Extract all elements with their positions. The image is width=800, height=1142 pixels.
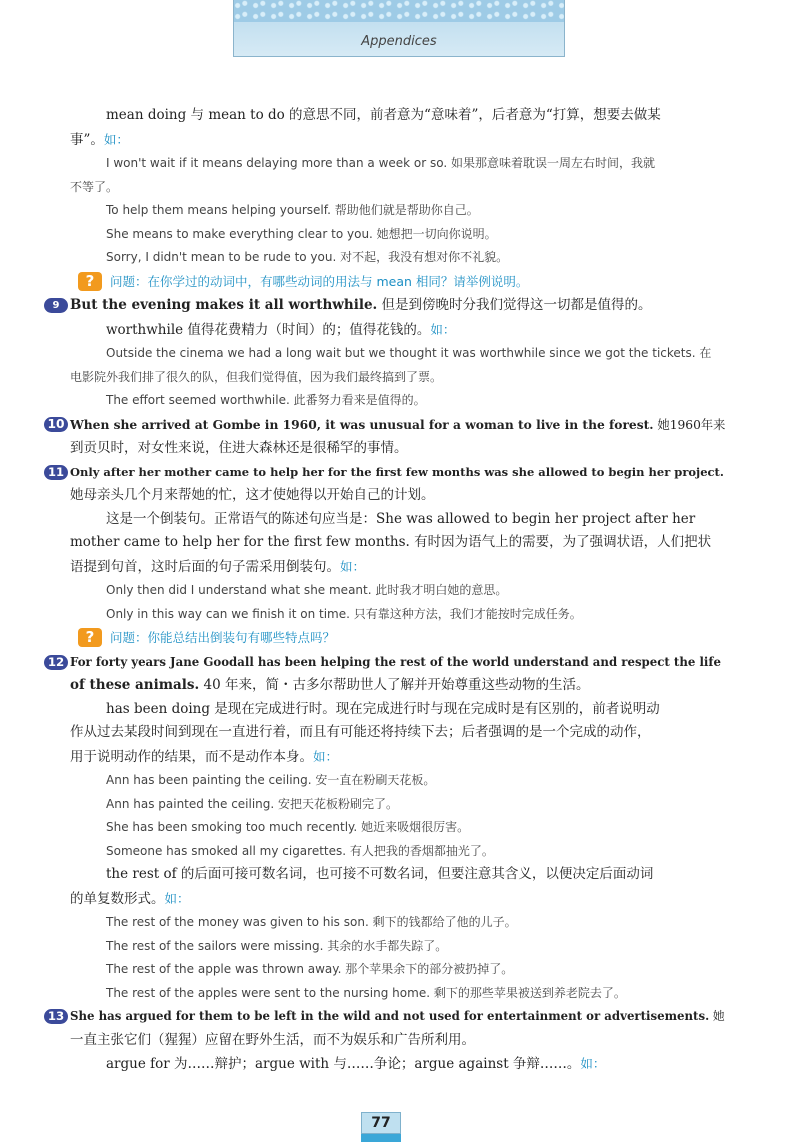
- note-13: [47, 1005, 732, 1029]
- quoted-sentence: She has argued for them to be left in the wild and not used for entertainment or advertisements.: [70, 1009, 710, 1023]
- translation: 但是到傍晚时分我们觉得这一切都是值得的。: [377, 297, 652, 313]
- question-text: 问题：在你学过的动词中，有哪些动词的用法与 mean 相同？请举例说明。: [110, 273, 529, 289]
- text: I won't wait if it means delaying more than a week or so. 如果那意味着耽误一周左右时间，我就: [106, 156, 656, 170]
- text: Ann has been painting the ceiling. 安一直在粉刷天花板。: [106, 773, 436, 787]
- text: Ann has painted the ceiling. 安把天花板粉刷完了。: [106, 796, 399, 811]
- text-line: [70, 698, 732, 722]
- text-line: [70, 318, 732, 343]
- text: Outside the cinema we had a long wait but we thought it was worthwhile since we got the tickets. 在: [106, 346, 712, 360]
- example-line: [70, 152, 732, 176]
- text: 作从过去某段时间到现在一直进行着，而且有可能还将持续下去；后者强调的是一个完成的动作，: [70, 724, 651, 740]
- text-line: [70, 555, 732, 580]
- quoted-sentence: of these animals.: [70, 677, 200, 693]
- text: She has been smoking too much recently. 她近来吸烟很厉害。: [106, 820, 470, 834]
- example-line: [70, 793, 732, 817]
- note-10: [47, 413, 732, 438]
- example-marker: 如：: [103, 131, 129, 147]
- example-line: [70, 603, 732, 627]
- text-line: [70, 887, 732, 912]
- example-marker: 如：: [164, 890, 190, 906]
- text: argue for 为……辩护；argue with 与……争论；argue against 争辩……。: [106, 1056, 581, 1072]
- text: 的单复数形式。: [70, 890, 165, 907]
- example-marker: 如：: [580, 1056, 606, 1071]
- example-marker: 如：: [313, 748, 339, 764]
- text: has been doing 是现在完成进行时。现在完成进行时与现在完成时是有区别的，前者说明动: [106, 700, 660, 717]
- example-line: [70, 389, 732, 413]
- text: 到贡贝时，对女性来说，住进大森林还是很稀罕的事情。: [70, 440, 408, 456]
- text-line: [70, 508, 732, 532]
- example-line: [70, 223, 732, 247]
- example-line: [70, 911, 732, 935]
- example-line: [70, 176, 732, 200]
- text: 一直主张它们（猩猩）应留在野外生活，而不为娱乐和广告所利用。: [70, 1031, 475, 1048]
- note-number-badge: 9: [44, 298, 68, 313]
- note-9: [52, 294, 732, 318]
- question-text: 问题：你能总结出倒装句有哪些特点吗？: [110, 630, 336, 645]
- text: 语提到句首，这时后面的句子需采用倒装句。: [70, 558, 340, 575]
- question-line: [70, 626, 732, 651]
- text-line: [70, 863, 732, 887]
- example-line: [70, 840, 732, 864]
- text: Only then did I understand what she meant. 此时我才明白她的意思。: [106, 583, 508, 597]
- text-line: [70, 674, 732, 698]
- text: To help them means helping yourself. 帮助他们就是帮助你自己。: [106, 203, 479, 217]
- text: The rest of the apples were sent to the nursing home. 剩下的那些苹果被送到养老院去了。: [106, 985, 626, 1000]
- translation: 40 年来，简・古多尔帮助世人了解并开始尊重这些动物的生活。: [199, 677, 590, 693]
- text: 事”。: [70, 131, 104, 148]
- note-12: [47, 651, 732, 675]
- translation: 她1960年来: [653, 417, 726, 432]
- page-number: 77: [361, 1112, 401, 1134]
- example-line: [70, 769, 732, 793]
- text: The rest of the apple was thrown away. 那个苹果余下的部分被扔掉了。: [106, 962, 514, 976]
- example-marker: 如：: [340, 558, 366, 574]
- text: 她母亲头几个月来帮她的忙，这才使她得以开始自己的计划。: [70, 487, 435, 503]
- note-number-badge: 10: [44, 417, 68, 432]
- translation: 她: [709, 1009, 725, 1023]
- quoted-sentence: Only after her mother came to help her for the first few months was she allowed to begin her project.: [70, 464, 724, 479]
- text: mean doing 与 mean to do 的意思不同，前者意为“意味着”，后者意为“打算，想要去做某: [106, 107, 661, 123]
- example-line: [70, 579, 732, 603]
- text-line: [70, 745, 732, 770]
- text: 电影院外我们排了很久的队，但我们觉得值，因为我们最终搞到了票。: [70, 369, 443, 384]
- note-number-badge: 13: [44, 1009, 68, 1024]
- text-line: [70, 484, 732, 508]
- text: The rest of the sailors were missing. 其余的水手都失踪了。: [106, 938, 448, 953]
- text: The effort seemed worthwhile. 此番努力看来是值得的。: [106, 393, 426, 407]
- text: The rest of the money was given to his son. 剩下的钱都给了他的儿子。: [106, 915, 517, 929]
- text-line: [70, 721, 732, 745]
- note-number-badge: 12: [44, 655, 68, 670]
- header-decoration: [234, 0, 564, 22]
- example-line: [70, 958, 732, 982]
- text: Someone has smoked all my cigarettes. 有人把我的香烟都抽光了。: [106, 843, 494, 858]
- text: 不等了。: [70, 179, 119, 194]
- quoted-sentence: When she arrived at Gombe in 1960, it was unusual for a woman to live in the forest.: [70, 416, 654, 432]
- example-marker: 如：: [430, 321, 456, 337]
- page-number-bar: [361, 1134, 401, 1142]
- question-line: [70, 270, 732, 295]
- text: 这是一个倒装句。正常语气的陈述句应当是：She was allowed to begin her project after her: [106, 510, 696, 527]
- text-line: [70, 531, 732, 555]
- text-line: [70, 128, 732, 153]
- text: 用于说明动作的结果，而不是动作本身。: [70, 748, 313, 765]
- section-title: Appendices: [361, 34, 437, 49]
- text: Only in this way can we finish it on time. 只有靠这种方法，我们才能按时完成任务。: [106, 606, 582, 621]
- text-line: [70, 1052, 732, 1077]
- example-line: [70, 199, 732, 223]
- example-line: [70, 366, 732, 390]
- note-number-badge: 11: [44, 465, 68, 480]
- example-line: [70, 816, 732, 840]
- text-line: [70, 1029, 732, 1053]
- example-line: [70, 935, 732, 959]
- question-mark-icon: ?: [78, 628, 102, 647]
- example-line: [70, 342, 732, 366]
- example-line: [70, 982, 732, 1006]
- text: worthwhile 值得花费精力（时间）的；值得花钱的。: [106, 321, 431, 338]
- note-11: [47, 461, 732, 485]
- text: mother came to help her for the first few months. 有时因为语气上的需要，为了强调状语，人们把状: [70, 534, 712, 550]
- text-line: [70, 104, 732, 128]
- page-header-band: [233, 0, 565, 57]
- quoted-sentence: But the evening makes it all worthwhile.: [70, 297, 378, 313]
- text: the rest of 的后面可接可数名词，也可接不可数名词，但要注意其含义，以便决定后面动词: [106, 866, 654, 882]
- page-content: [47, 104, 732, 1077]
- question-mark-icon: ?: [78, 272, 102, 291]
- quoted-sentence: For forty years Jane Goodall has been helping the rest of the world understand and respect the life: [70, 654, 721, 669]
- text: She means to make everything clear to you. 她想把一切向你说明。: [106, 226, 497, 241]
- text: Sorry, I didn't mean to be rude to you. 对不起，我没有想对你不礼貌。: [106, 250, 509, 264]
- example-line: [70, 246, 732, 270]
- text-line: [70, 437, 732, 461]
